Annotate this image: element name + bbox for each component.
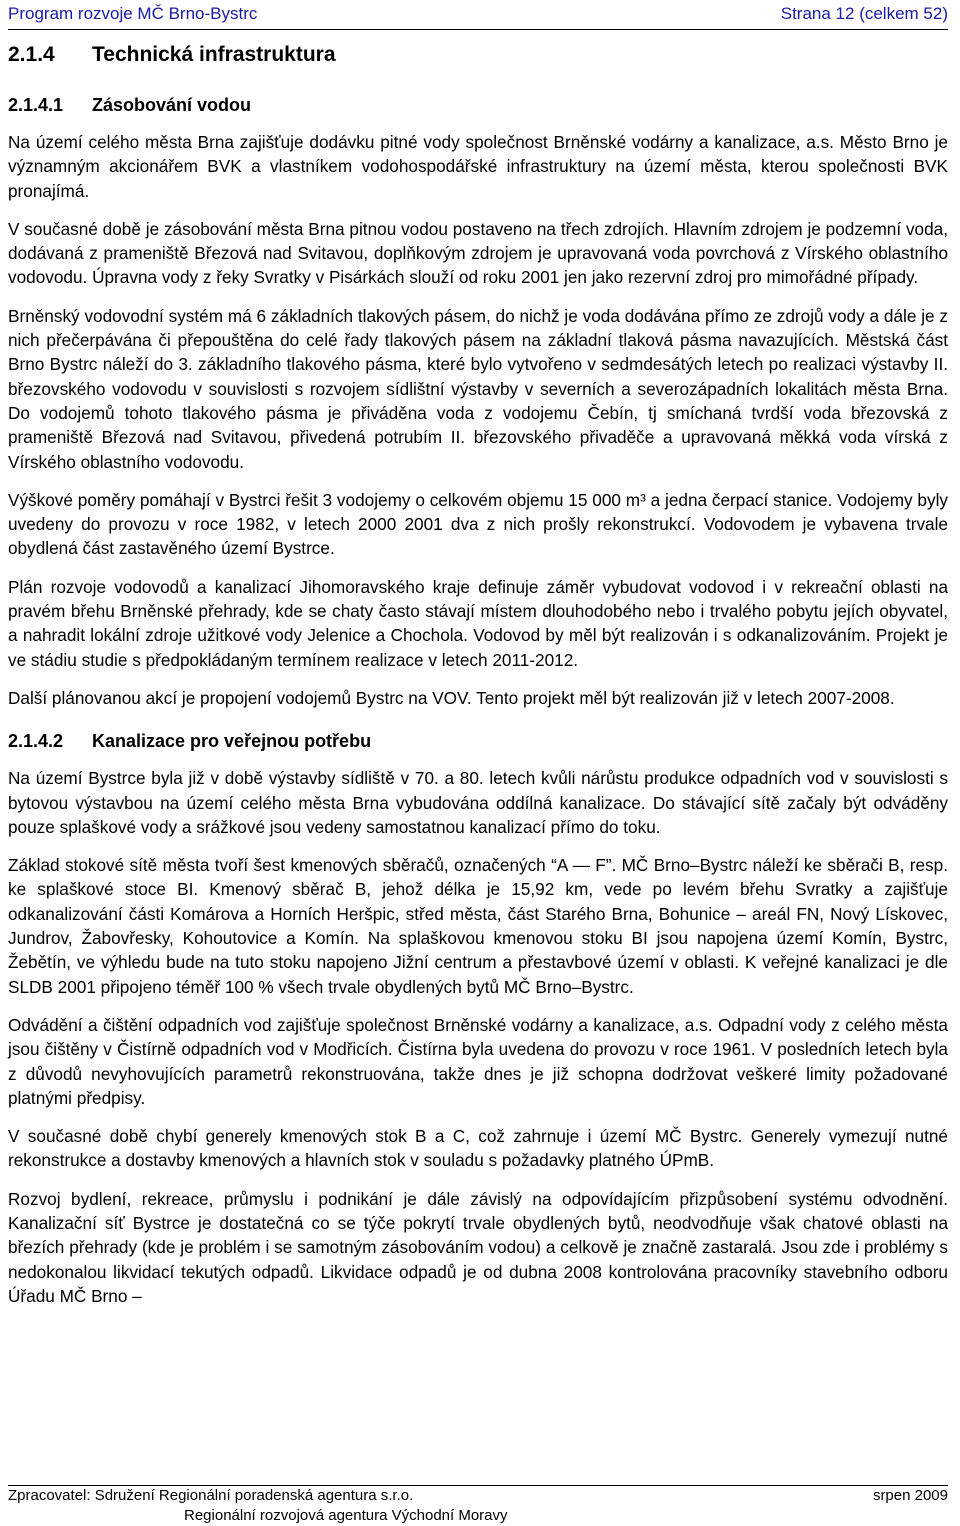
paragraph: Základ stokové sítě města tvoří šest kmenových sběračů, označených “A — F”. MČ Brno–Bystrc náleží ke sběrači B, resp. ke splaškové stoce BI. Kmenový sběrač B, jehož délka je 15,92 km, vede po levém břehu Svratky a zajišťuje odkanalizování části Komárova a Horních Heršpic, střed města, část Starého Brna, Bohunice – areál FN, Nový Lískovec, Jundrov, Žabovřesky, Kohoutovice a Komín. Na splaškovou kmenovou stoku BI jsou napojena území Komín, Bystrc, Žebětín, ve výhledu bude na tuto stoku napojeno Jižní centrum a přestavbové území v oblasti. K veřejné kanalizaci je dle SLDB 2001 připojeno téměř 100 % všech trvale obydlených bytů MČ Brno–Bystrc. [8, 855, 948, 997]
paragraph: Další plánovanou akcí je propojení vodojemů Bystrc na VOV. Tento projekt měl být realizován již v letech 2007-2008. [8, 687, 895, 708]
paragraph: Výškové poměry pomáhají v Bystrci řešit 3 vodojemy o celkovém objemu 15 000 m³ a jedna čerpací stanice. Vodojemy byly uvedeny do provozu v roce 1982, v letech 2000 2001 dva z nich prošly rekonstrukcí. Vodovodem je vybavena trvale obydlená část zastavěného území Bystrce. [8, 489, 948, 559]
subsection-title: Kanalizace pro veřejnou potřebu [92, 731, 372, 752]
footer-agency: Regionální rozvojová agentura Východní Moravy [184, 1507, 508, 1524]
page-header [8, 2, 948, 30]
page-content [8, 40, 948, 1322]
subsection-title: Zásobování vodou [92, 95, 252, 115]
header-page-number: Strana 12 (celkem 52) [780, 4, 948, 23]
subsection-heading-water [8, 92, 948, 118]
subsection-number: 2.1.4.2 [8, 731, 64, 752]
subsection-heading-sewerage [8, 728, 948, 754]
footer-date: srpen 2009 [872, 1487, 948, 1504]
paragraph: Plán rozvoje vodovodů a kanalizací Jihomoravského kraje definuje záměr vybudovat vodovod i v rekreační oblasti na pravém břehu Brněnské přehrady, kde se chaty často stávají místem dlouhodobého nebo i trvalého pobytu jejích obyvatel, a nahradit lokální zdroje užitkové vody Jelenice a Chochola. Vodovod by měl být realizován i s odkanalizováním. Projekt je ve stádiu studie s předpokládaným termínem realizace v letech 2011-2012. [8, 576, 948, 670]
paragraph: Na území celého města Brna zajišťuje dodávku pitné vody společnost Brněnské vodárny a kanalizace, a.s. Město Brno je významným akcionářem BVK a vlastníkem vodohospodářské infrastruktury na území města, kterou společnosti BVK pronajímá. [8, 132, 948, 201]
paragraph: Brněnský vodovodní systém má 6 základních tlakových pásem, do nichž je voda dodávána přímo ze zdrojů vody a dále je z nich přečerpávána či přepouštěna do celé řady tlakových pásem na základní tlaková pásma navazujících. Městská část Brno Bystrc náleží do 3. základního tlakového pásma, které bylo vytvořeno v sedmdesátých letech po realizaci výstavby II. březovského vodovodu v souvislosti s rozvojem sídlištní výstavby v severních a severozápadních lokalitách města Brna. Do vodojemů tohoto tlakového pásma je přiváděna voda z vodojemu Čebín, tj smíchaná tvrdší voda březovská z prameniště Březová nad Svitavou, přivedená potrubím II. březovského přivaděče a upravovaná měkká voda vírská z Vírského oblastního vodovodu. [8, 305, 948, 472]
section-heading [8, 40, 948, 70]
paragraph: Rozvoj bydlení, rekreace, průmyslu i podnikání je dále závislý na odpovídajícím přizpůsobení systému odvodnění. Kanalizační síť Bystrce je dostatečná co se týče pokrytí trvale obydlených bytů, neodvodňuje však chatové oblasti na březích přehrady (kde je problém i se samotným zásobováním vodou) a celkově je značně zastaralá. Jsou zde i problémy s nedokonalou likvidací tekutých odpadů. Likvidace odpadů je od dubna 2008 kontrolována pracovníky stavebního odboru Úřadu MČ Brno – [8, 1188, 948, 1306]
page-footer [8, 1486, 948, 1526]
header-rule [8, 29, 948, 30]
header-title: Program rozvoje MČ Brno-Bystrc [8, 4, 258, 23]
paragraph: V současné době je zásobování města Brna pitnou vodou postaveno na třech zdrojích. Hlavním zdrojem je podzemní voda, dodávaná z prameniště Březová nad Svitavou, doplňkovým zdrojem je upravovaná voda povrchová z Vírského oblastního vodovodu. Úpravna vody z řeky Svratky v Pisárkách slouží od roku 2001 jen jako rezervní zdroj pro mimořádné případy. [8, 218, 948, 288]
paragraph: Odvádění a čištění odpadních vod zajišťuje společnost Brněnské vodárny a kanalizace, a.s. Odpadní vody z celého města jsou čištěny v Čistírně odpadních vod v Modřicích. Čistírna byla uvedena do provozu v roce 1961. V posledních letech byla z důvodů nevyhovujících parametrů rekonstruována, takže dnes je již schopna dodržovat veškeré limity požadované platnými předpisy. [8, 1014, 948, 1108]
paragraph: Na území Bystrce byla již v době výstavby sídliště v 70. a 80. letech kvůli nárůstu produkce odpadních vod v souvislosti s bytovou výstavbou na území celého města Brna vybudována oddílná kanalizace. Do stávající sítě začaly být odváděny pouze splaškové vody a srážkové jsou vedeny samostatnou kanalizací přímo do toku. [8, 768, 948, 837]
section-title: Technická infrastruktura [92, 43, 336, 66]
footer-processor: Zpracovatel: Sdružení Regionální poradenská agentura s.r.o. [8, 1487, 414, 1504]
paragraph: V současné době chybí generely kmenových stok B a C, což zahrnuje i území MČ Bystrc. Generely vymezují nutné rekonstrukce a dostavby kmenových a hlavních stok v souladu s požadavky platného ÚPmB. [8, 1126, 948, 1171]
subsection-number: 2.1.4.1 [8, 95, 64, 115]
section-number: 2.1.4 [8, 43, 55, 66]
